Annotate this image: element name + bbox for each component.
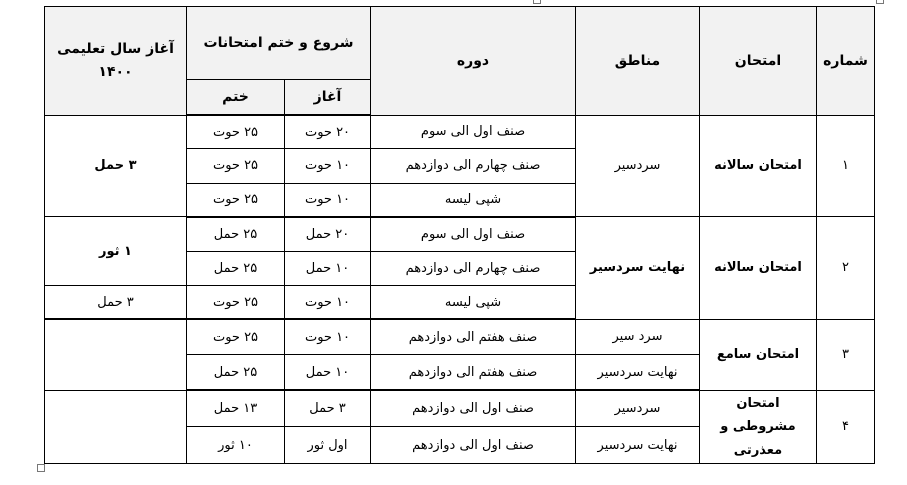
course: صنف چهارم الی دوازدهم bbox=[371, 251, 576, 286]
start-date: ۱۰ حمل bbox=[285, 251, 371, 286]
end-date: ۲۵ حوت bbox=[187, 115, 285, 149]
course: صنف چهارم الی دوازدهم bbox=[371, 149, 576, 184]
header-start-end: شروع و ختم امتحانات bbox=[187, 7, 371, 80]
header-number: شماره bbox=[817, 7, 875, 116]
start-date: ۱۰ حوت bbox=[285, 183, 371, 217]
end-date: ۲۵ حوت bbox=[187, 183, 285, 217]
course: صنف اول الی دوازدهم bbox=[371, 427, 576, 464]
course: صنف هفتم الی دوازدهم bbox=[371, 355, 576, 391]
row-number: ۲ bbox=[817, 217, 875, 320]
start-date: ۱۰ حوت bbox=[285, 319, 371, 355]
start-date: اول ثور bbox=[285, 427, 371, 464]
header-exam: امتحان bbox=[700, 7, 817, 116]
resize-handle-top[interactable] bbox=[533, 0, 541, 4]
exam-type: امتحان سالانه bbox=[700, 115, 817, 217]
exam-schedule-table bbox=[44, 6, 875, 464]
course: صنف اول الی سوم bbox=[371, 217, 576, 252]
year-start: ۳ حمل bbox=[45, 286, 187, 320]
region: سردسیر bbox=[576, 390, 700, 427]
course: شپی لیسه bbox=[371, 183, 576, 217]
region: سردسیر bbox=[576, 115, 700, 217]
region: نهایت سردسیر bbox=[576, 217, 700, 320]
end-date: ۲۵ حوت bbox=[187, 319, 285, 355]
year-start: ۱ ثور bbox=[45, 217, 187, 286]
course: صنف هفتم الی دوازدهم bbox=[371, 319, 576, 355]
resize-handle-bottom-left[interactable] bbox=[37, 464, 45, 472]
start-date: ۲۰ حوت bbox=[285, 115, 371, 149]
start-date: ۳ حمل bbox=[285, 390, 371, 427]
year-start: ۳ حمل bbox=[45, 115, 187, 217]
course: صنف اول الی دوازدهم bbox=[371, 390, 576, 427]
end-date: ۲۵ حمل bbox=[187, 355, 285, 391]
table-row bbox=[45, 217, 875, 252]
end-date: ۲۵ حوت bbox=[187, 149, 285, 184]
end-date: ۲۵ حمل bbox=[187, 251, 285, 286]
year-start-empty bbox=[45, 319, 187, 390]
region: نهایت سردسیر bbox=[576, 427, 700, 464]
row-number: ۳ bbox=[817, 319, 875, 390]
table-row bbox=[45, 390, 875, 427]
region: نهایت سردسیر bbox=[576, 355, 700, 391]
table-row bbox=[45, 319, 875, 355]
resize-handle-top-right[interactable] bbox=[876, 0, 884, 4]
course: شپی لیسه bbox=[371, 286, 576, 320]
table-row bbox=[45, 115, 875, 149]
start-date: ۱۰ حوت bbox=[285, 286, 371, 320]
start-date: ۱۰ حوت bbox=[285, 149, 371, 184]
header-year-start: آغاز سال تعلیمی ۱۴۰۰ bbox=[45, 7, 187, 116]
row-number: ۴ bbox=[817, 390, 875, 463]
header-row-1 bbox=[45, 7, 875, 80]
region: سرد سیر bbox=[576, 319, 700, 355]
end-date: ۱۳ حمل bbox=[187, 390, 285, 427]
exam-type: امتحان سالانه bbox=[700, 217, 817, 320]
exam-type: امتحان سامع bbox=[700, 319, 817, 390]
header-end: ختم bbox=[187, 80, 285, 116]
year-start-empty bbox=[45, 390, 187, 463]
header-start: آغاز bbox=[285, 80, 371, 116]
header-region: مناطق bbox=[576, 7, 700, 116]
exam-type: امتحان مشروطی و معذرتی bbox=[700, 390, 817, 463]
end-date: ۲۵ حمل bbox=[187, 217, 285, 252]
start-date: ۲۰ حمل bbox=[285, 217, 371, 252]
course: صنف اول الی سوم bbox=[371, 115, 576, 149]
end-date: ۲۵ حوت bbox=[187, 286, 285, 320]
header-course: دوره bbox=[371, 7, 576, 116]
start-date: ۱۰ حمل bbox=[285, 355, 371, 391]
end-date: ۱۰ ثور bbox=[187, 427, 285, 464]
row-number: ۱ bbox=[817, 115, 875, 217]
